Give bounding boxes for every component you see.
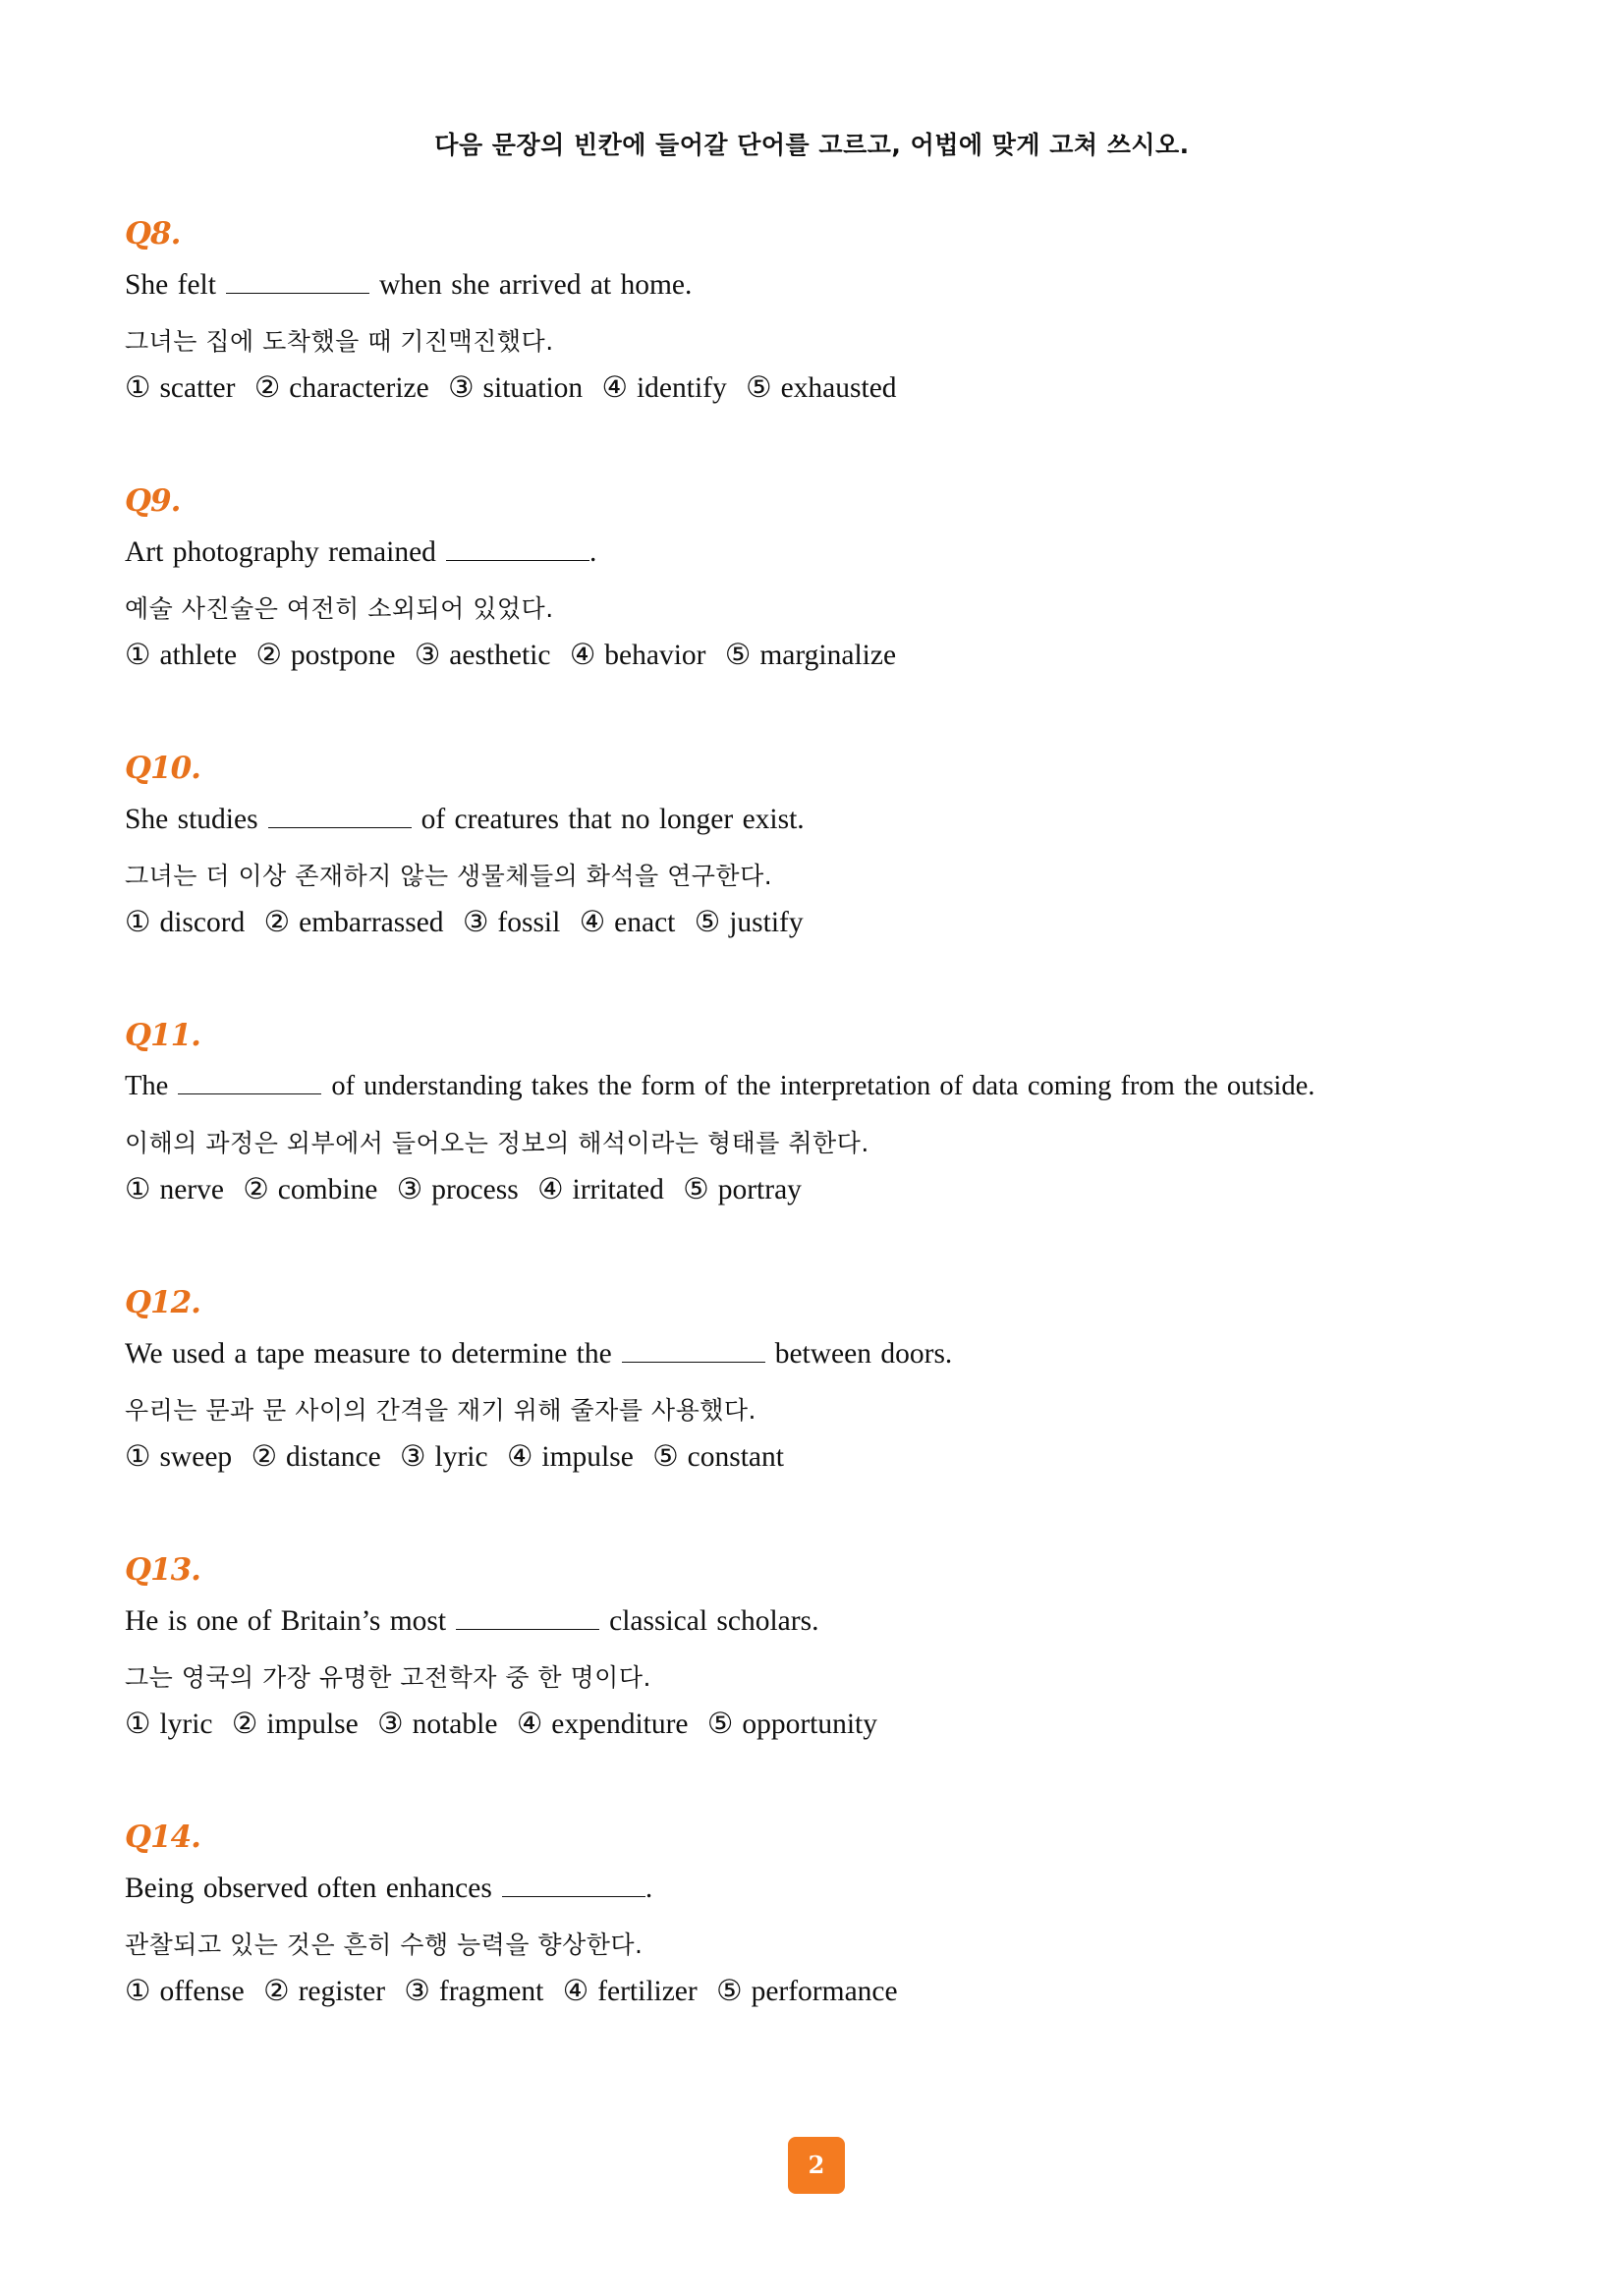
option-1 [125,1707,213,1741]
option-word: irritated [572,1174,664,1205]
option-2 [264,905,444,939]
question-sentence [125,269,692,302]
option-word: offense [159,1976,245,2007]
option-number: ⑤ [746,372,772,404]
option-word: marginalize [759,640,897,671]
option-word: process [431,1174,519,1205]
answer-blank [622,1342,765,1363]
answer-options [125,1974,910,2008]
option-number: ④ [579,907,606,938]
option-5 [707,1707,877,1741]
option-5 [695,905,804,939]
option-word: sweep [159,1441,233,1473]
answer-blank [226,273,369,294]
option-number: ③ [414,640,441,671]
option-number: ① [125,1976,151,2007]
option-number: ③ [404,1976,430,2007]
answer-options [125,1707,889,1741]
korean-translation: 그는 영국의 가장 유명한 고전학자 중 한 명이다. [125,1663,651,1692]
option-1 [125,1172,224,1206]
sentence-end: of understanding takes the form of the interpretation of data coming from the outside. [331,1071,1316,1101]
option-number: ④ [562,1976,589,2007]
sentence-end: between doors. [774,1338,953,1370]
option-word: justify [729,907,804,938]
sentence-start: She felt [125,269,216,301]
sentence-end: when she arrived at home. [378,269,693,301]
instruction-heading: 다음 문장의 빈칸에 들어갈 단어를 고르고, 어법에 맞게 고쳐 쓰시오. [434,131,1190,159]
option-number: ④ [516,1708,543,1740]
option-word: performance [751,1976,898,2007]
answer-blank [178,1074,321,1094]
question-label: Q11. [125,1018,200,1053]
option-number: ① [125,907,151,938]
option-2 [263,1974,385,2008]
option-word: identify [636,372,727,404]
option-number: ② [253,372,281,404]
option-number: ③ [462,907,489,938]
option-4 [570,638,706,672]
page-number-badge: 2 [788,2137,845,2194]
option-3 [463,905,560,939]
option-number: ④ [601,372,628,404]
option-word: constant [687,1441,784,1473]
option-word: enact [614,907,676,938]
korean-translation: 이해의 과정은 외부에서 들어오는 정보의 해석이라는 형태를 취한다. [125,1129,869,1157]
answer-options [125,1439,796,1474]
option-number: ⑤ [724,640,752,671]
option-number: ③ [400,1441,426,1473]
option-2 [243,1172,377,1206]
option-word: notable [412,1708,498,1740]
option-number: ② [263,1976,290,2007]
korean-translation: 우리는 문과 문 사이의 간격을 재기 위해 줄자를 사용했다. [125,1396,756,1425]
sentence-start: She studies [125,804,258,835]
option-word: lyric [434,1441,488,1473]
answer-blank [446,540,589,561]
sentence-start: Art photography remained [125,536,436,568]
option-word: embarrassed [299,907,444,938]
option-number: ④ [569,640,596,671]
question-label: Q13. [125,1552,200,1588]
question-sentence [125,804,805,836]
option-word: fertilizer [597,1976,698,2007]
option-word: athlete [159,640,238,671]
option-number: ④ [506,1441,533,1473]
option-word: exhausted [780,372,897,404]
answer-options [125,1172,813,1206]
question-label: Q12. [125,1285,200,1320]
option-4 [580,905,676,939]
option-word: combine [277,1174,378,1205]
option-4 [602,370,727,405]
option-word: postpone [290,640,396,671]
option-2 [232,1707,359,1741]
korean-translation: 관찰되고 있는 것은 흔히 수행 능력을 향상한다. [125,1931,644,1959]
answer-blank [456,1609,599,1630]
option-word: expenditure [551,1708,689,1740]
option-word: portray [717,1174,802,1205]
option-3 [377,1707,497,1741]
option-number: ② [231,1708,258,1740]
sentence-start: The [125,1071,169,1101]
option-word: discord [159,907,246,938]
option-4 [507,1439,634,1474]
question-sentence [125,1071,1315,1102]
option-number: ① [125,1174,151,1205]
option-4 [563,1974,698,2008]
option-number: ⑤ [706,1708,734,1740]
option-word: fragment [438,1976,544,2007]
option-word: opportunity [742,1708,878,1740]
option-number: ① [125,372,151,404]
option-number: ② [243,1174,269,1205]
option-word: situation [482,372,584,404]
option-3 [415,638,551,672]
answer-options [125,370,909,405]
option-number: ① [125,1441,151,1473]
question-sentence [125,1605,818,1638]
option-5 [725,638,896,672]
option-word: distance [286,1441,381,1473]
option-1 [125,1439,232,1474]
option-number: ⑤ [683,1174,709,1205]
option-1 [125,638,237,672]
option-number: ② [263,907,291,938]
option-number: ③ [448,372,475,404]
option-word: impulse [541,1441,634,1473]
option-3 [448,370,583,405]
option-2 [252,1439,381,1474]
option-number: ① [125,1708,151,1740]
option-2 [254,370,429,405]
option-4 [517,1707,689,1741]
sentence-end: classical scholars. [609,1605,819,1637]
option-1 [125,905,245,939]
option-1 [125,370,235,405]
option-1 [125,1974,245,2008]
option-number: ② [255,640,282,671]
sentence-end: . [644,1873,653,1904]
answer-options [125,905,815,939]
option-word: fossil [497,907,561,938]
korean-translation: 예술 사진술은 여전히 소외되어 있었다. [125,594,554,623]
question-sentence [125,1873,652,1905]
question-label: Q14. [125,1820,200,1855]
option-4 [537,1172,664,1206]
option-2 [255,638,395,672]
option-3 [400,1439,488,1474]
question-label: Q9. [125,483,181,519]
option-word: nerve [159,1174,224,1205]
option-word: characterize [289,372,429,404]
sentence-end: of creatures that no longer exist. [420,804,805,835]
sentence-start: Being observed often enhances [125,1873,492,1904]
sentence-start: He is one of Britain’s most [125,1605,447,1637]
option-3 [397,1172,519,1206]
option-3 [404,1974,543,2008]
option-word: behavior [604,640,706,671]
question-sentence [125,536,596,569]
option-number: ⑤ [694,907,721,938]
option-number: ③ [396,1174,423,1205]
option-word: aesthetic [449,640,551,671]
korean-translation: 그녀는 집에 도착했을 때 기진맥진했다. [125,327,554,356]
option-word: register [298,1976,386,2007]
option-number: ⑤ [652,1441,679,1473]
option-5 [652,1439,784,1474]
answer-blank [268,808,412,828]
answer-options [125,638,908,672]
question-label: Q10. [125,751,200,786]
option-number: ② [251,1441,278,1473]
answer-blank [502,1876,645,1897]
option-word: scatter [159,372,236,404]
option-number: ③ [377,1708,404,1740]
option-number: ⑤ [716,1976,743,2007]
option-word: lyric [159,1708,213,1740]
option-number: ④ [537,1174,564,1205]
question-sentence [125,1338,952,1371]
option-number: ① [125,640,151,671]
question-label: Q8. [125,216,181,252]
sentence-start: We used a tape measure to determine the [125,1338,612,1370]
option-5 [746,370,896,405]
sentence-end: . [588,536,597,568]
korean-translation: 그녀는 더 이상 존재하지 않는 생물체들의 화석을 연구한다. [125,862,773,890]
option-word: impulse [266,1708,359,1740]
option-5 [683,1172,802,1206]
option-5 [716,1974,898,2008]
